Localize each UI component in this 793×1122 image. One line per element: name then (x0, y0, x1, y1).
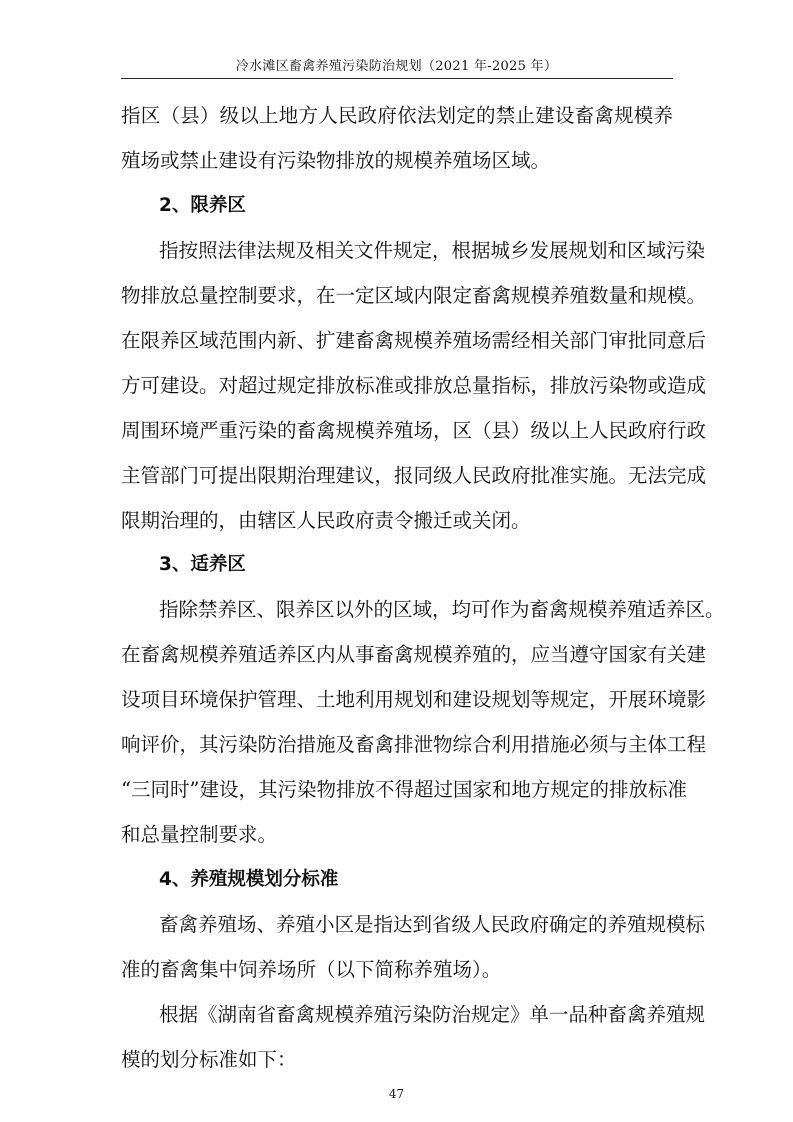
section-heading: 4、养殖规模划分标准 (159, 869, 339, 890)
paragraph-line: 畜禽养殖场、养殖小区是指达到省级人民政府确定的养殖规模标 (159, 913, 706, 936)
paragraph-line: 指按照法律法规及相关文件规定，根据城乡发展规划和区域污染 (159, 239, 706, 262)
section-heading: 3、适养区 (159, 554, 246, 575)
paragraph-line: 在限养区域范围内新、扩建畜禽规模养殖场需经相关部门审批同意后 (121, 329, 707, 352)
paragraph-line: 准的畜禽集中饲养场所（以下简称养殖场）。 (121, 958, 502, 981)
section-heading: 2、限养区 (159, 195, 246, 216)
paragraph-line: 主管部门可提出限期治理建议，报同级人民政府批准实施。无法完成 (121, 464, 707, 487)
paragraph-line: 根据《湖南省畜禽规模养殖污染防治规定》单一品种畜禽养殖规 (159, 1003, 706, 1026)
paragraph-line: “三同时”建设，其污染物排放不得超过国家和地方规定的排放标准 (121, 778, 687, 801)
paragraph-line: 指除禁养区、限养区以外的区域，均可作为畜禽规模养殖适养区。 (159, 598, 725, 621)
paragraph-line: 物排放总量控制要求，在一定区域内限定畜禽规模养殖数量和规模。 (121, 284, 707, 307)
paragraph-line: 响评价，其污染防治措施及畜禽排泄物综合利用措施必须与主体工程 (121, 733, 707, 756)
paragraph-line: 模的划分标准如下： (121, 1048, 297, 1071)
paragraph-line: 指区（县）级以上地方人民政府依法划定的禁止建设畜禽规模养 (121, 104, 673, 127)
paragraph-line: 在畜禽规模养殖适养区内从事畜禽规模养殖的，应当遵守国家有关建 (121, 643, 707, 666)
header-divider (121, 78, 673, 79)
page-number: 47 (388, 1087, 405, 1101)
paragraph-line: 殖场或禁止建设有污染物排放的规模养殖场区域。 (121, 149, 551, 172)
paragraph-line: 方可建设。对超过规定排放标准或排放总量指标，排放污染物或造成 (121, 374, 707, 397)
running-header: 冷水滩区畜禽养殖污染防治规划（2021 年-2025 年） (235, 59, 558, 74)
paragraph-line: 周围环境严重污染的畜禽规模养殖场，区（县）级以上人民政府行政 (121, 419, 707, 442)
paragraph-line: 限期治理的，由辖区人民政府责令搬迁或关闭。 (121, 509, 531, 532)
paragraph-line: 设项目环境保护管理、土地利用规划和建设规划等规定，开展环境影 (121, 688, 707, 711)
paragraph-line: 和总量控制要求。 (121, 823, 278, 846)
